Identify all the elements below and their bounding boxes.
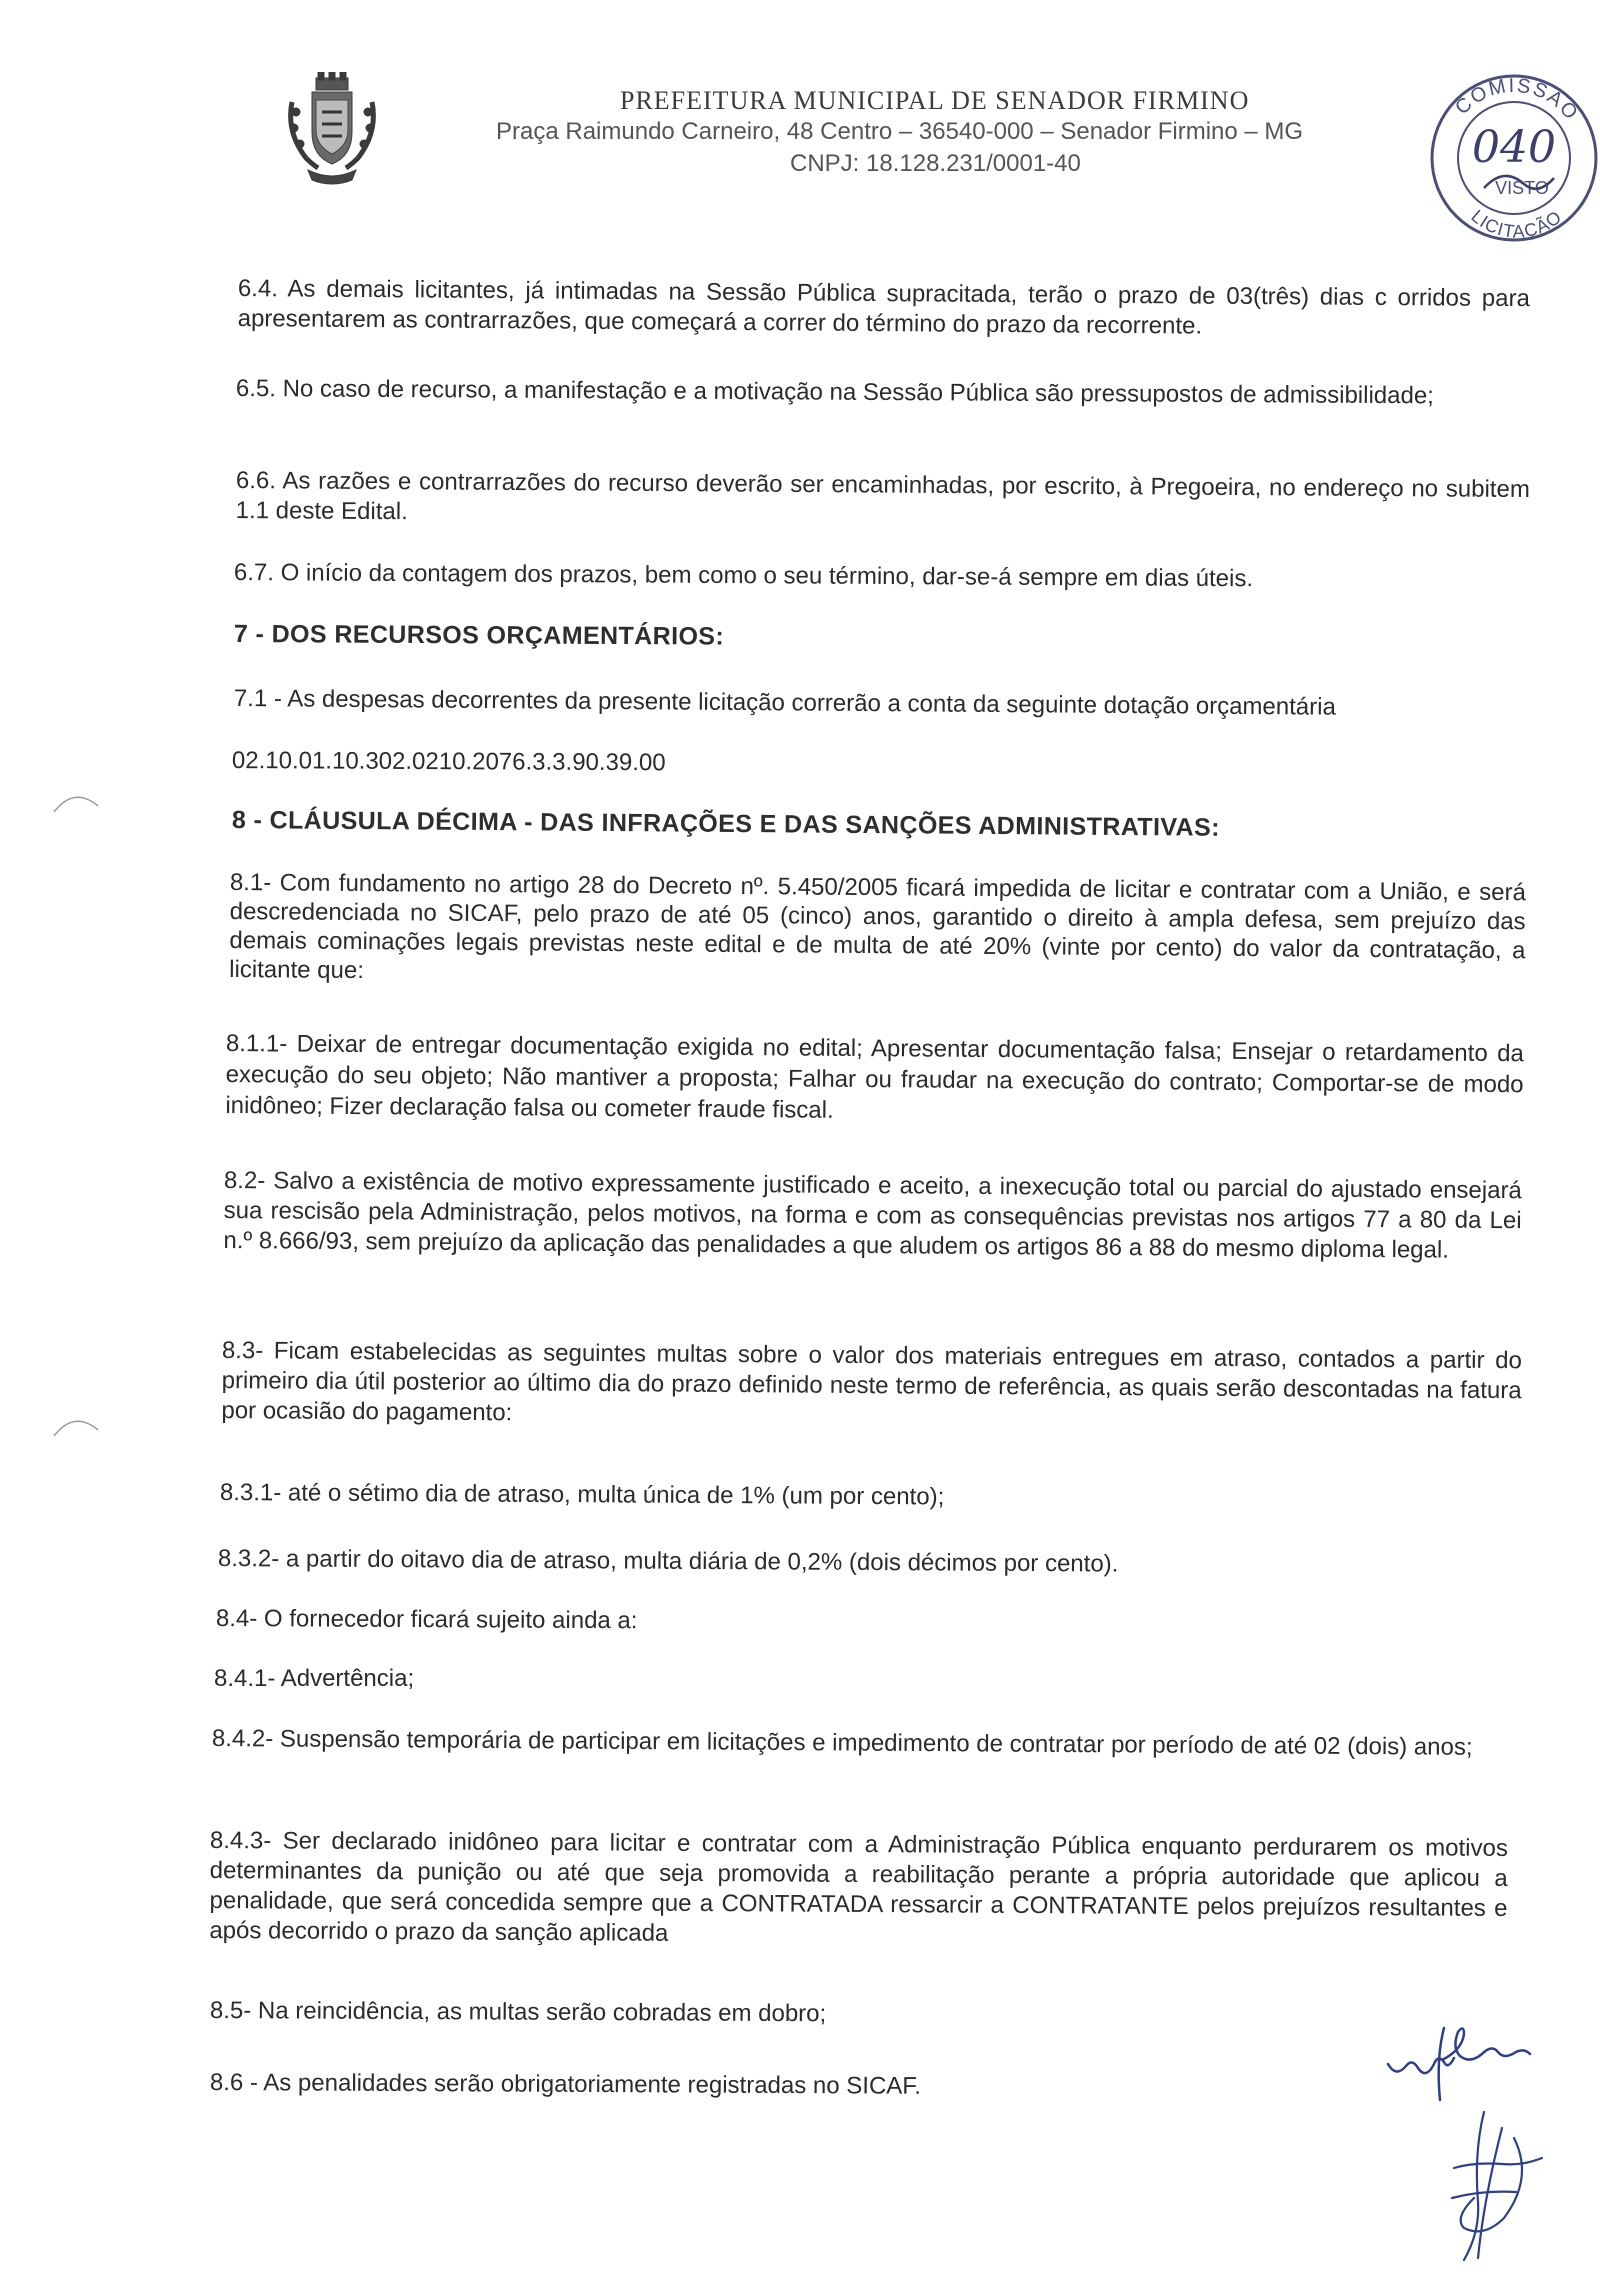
- header-address: Praça Raimundo Carneiro, 48 Centro – 36540-000 – Senador Firmino – MG: [496, 118, 1304, 145]
- paragraph-8-5: 8.5- Na reincidência, as multas serão cobradas em dobro;: [209, 1997, 827, 2028]
- svg-text:COMISSÃO: [1451, 75, 1583, 125]
- paragraph-8-6: 8.6 - As penalidades serão obrigatoriamente registradas no SICAF.: [209, 2069, 922, 2100]
- signature-initials-icon: [1384, 2020, 1554, 2110]
- stamp-middle-text: VISTO: [1495, 178, 1549, 198]
- stamp-bottom-text: LICITAÇÃO: [1467, 205, 1566, 242]
- paragraph-8-4-1: 8.4.1- Advertência;: [214, 1665, 415, 1692]
- paragraph-6-6: 6.6. As razões e contrarrazões do recurso deverão ser encaminhadas, por escrito, à Pregoeira, no endereço no subitem 1.1 deste Edital.: [235, 466, 1530, 526]
- paragraph-8-1-1: 8.1.1- Deixar de entregar documentação exigida no edital; Apresentar documentação falsa; Ensejar o retardamento da execução do seu objeto; Não mantiver a proposta; Falhar ou fraudar na execução do contrato; Comportar-se de modo inidôneo; Fizer declaração falsa ou cometer fraude fiscal.: [225, 1029, 1524, 1124]
- svg-text:LICITAÇÃO: [1467, 206, 1565, 242]
- header-cnpj: CNPJ: 18.128.231/0001-40: [790, 150, 1081, 177]
- dotacao-orcamentaria: 02.10.01.10.302.0210.2076.3.3.90.39.00: [231, 747, 666, 777]
- paragraph-8-4-2: 8.4.2- Suspensão temporária de participar em licitações e impedimento de contratar por período de até 02 (dois) anos;: [211, 1725, 1473, 1761]
- paragraph-6-4: 6.4. As demais licitantes, já intimadas na Sessão Pública supracitada, terão o prazo de 03(três) dias c orridos para apresentarem as contrarrazões, que começará a correr do término do prazo da recorrente.: [237, 274, 1530, 340]
- paragraph-6-7: 6.7. O início da contagem dos prazos, bem como o seu término, dar-se-á sempre em dias úteis.: [233, 559, 1254, 593]
- paragraph-8-2: 8.2- Salvo a existência de motivo expressamente justificado e aceito, a inexecução total ou parcial do ajustado ensejará sua rescisão pela Administração, pelos motivos, na forma e com as consequências previstas nos artigos 77 a 80 da Lei n.º 8.666/93, sem prejuízo da aplicação das penalidades a que aludem os artigos 86 a 88 do mesmo diploma legal.: [223, 1167, 1522, 1264]
- licitacao-stamp: [1422, 58, 1600, 248]
- municipal-crest-icon: [282, 72, 382, 188]
- paragraph-8-3: 8.3- Ficam estabelecidas as seguintes multas sobre o valor dos materiais entregues em atraso, contados a partir do primeiro dia útil posterior ao último dia do prazo definido neste termo de referência, as quais serão descontadas na fatura por ocasião do pagamento:: [221, 1337, 1522, 1427]
- paragraph-8-1: 8.1- Com fundamento no artigo 28 do Decreto nº. 5.450/2005 ficará impedida de licitar e contratar com a União, e será descredenciada no SICAF, pelo prazo de até 05 (cinco) anos, garantido o direito à ampla defesa, sem prejuízo das demais cominações legais previstas neste edital e de multa de até 20% (vinte por cento) do valor da contratação, a licitante que:: [229, 868, 1526, 985]
- paragraph-6-5: 6.5. No caso de recurso, a manifestação e a motivação na Sessão Pública são pressupostos de admissibilidade;: [235, 374, 1434, 410]
- stamp-number: 040: [1472, 122, 1556, 173]
- paragraph-8-3-1: 8.3.1- até o sétimo dia de atraso, multa única de 1% (um por cento);: [219, 1479, 945, 1511]
- scan-hole-mark-icon: [50, 1410, 100, 1440]
- signature-rubric-icon: [1424, 2108, 1554, 2273]
- paragraph-8-3-2: 8.3.2- a partir do oitavo dia de atraso, multa diária de 0,2% (dois décimos por cento).: [217, 1545, 1119, 1578]
- paragraph-7-1: 7.1 - As despesas decorrentes da presente licitação correrão a conta da seguinte dotação orçamentária: [233, 684, 1336, 721]
- header-title: PREFEITURA MUNICIPAL DE SENADOR FIRMINO: [620, 86, 1250, 115]
- heading-section-8: 8 - CLÁUSULA DÉCIMA - DAS INFRAÇÕES E DAS SANÇÕES ADMINISTRATIVAS:: [231, 806, 1220, 842]
- paragraph-8-4-3: 8.4.3- Ser declarado inidôneo para licitar e contratar com a Administração Pública enquanto perdurarem os motivos determinantes da punição ou até que seja promovida a reabilitação perante a própria autoridade que aplicou a penalidade, que será concedida sempre que a CONTRATADA ressarcir a CONTRATANTE pelos prejuízos resultantes e após decorrido o prazo da sanção aplicada: [209, 1827, 1508, 1947]
- heading-section-7: 7 - DOS RECURSOS ORÇAMENTÁRIOS:: [233, 620, 725, 651]
- stamp-top-text: COMISSÃO: [1451, 74, 1583, 126]
- scan-hole-mark-icon: [50, 786, 100, 816]
- paragraph-8-4: 8.4- O fornecedor ficará sujeito ainda a:: [215, 1605, 638, 1635]
